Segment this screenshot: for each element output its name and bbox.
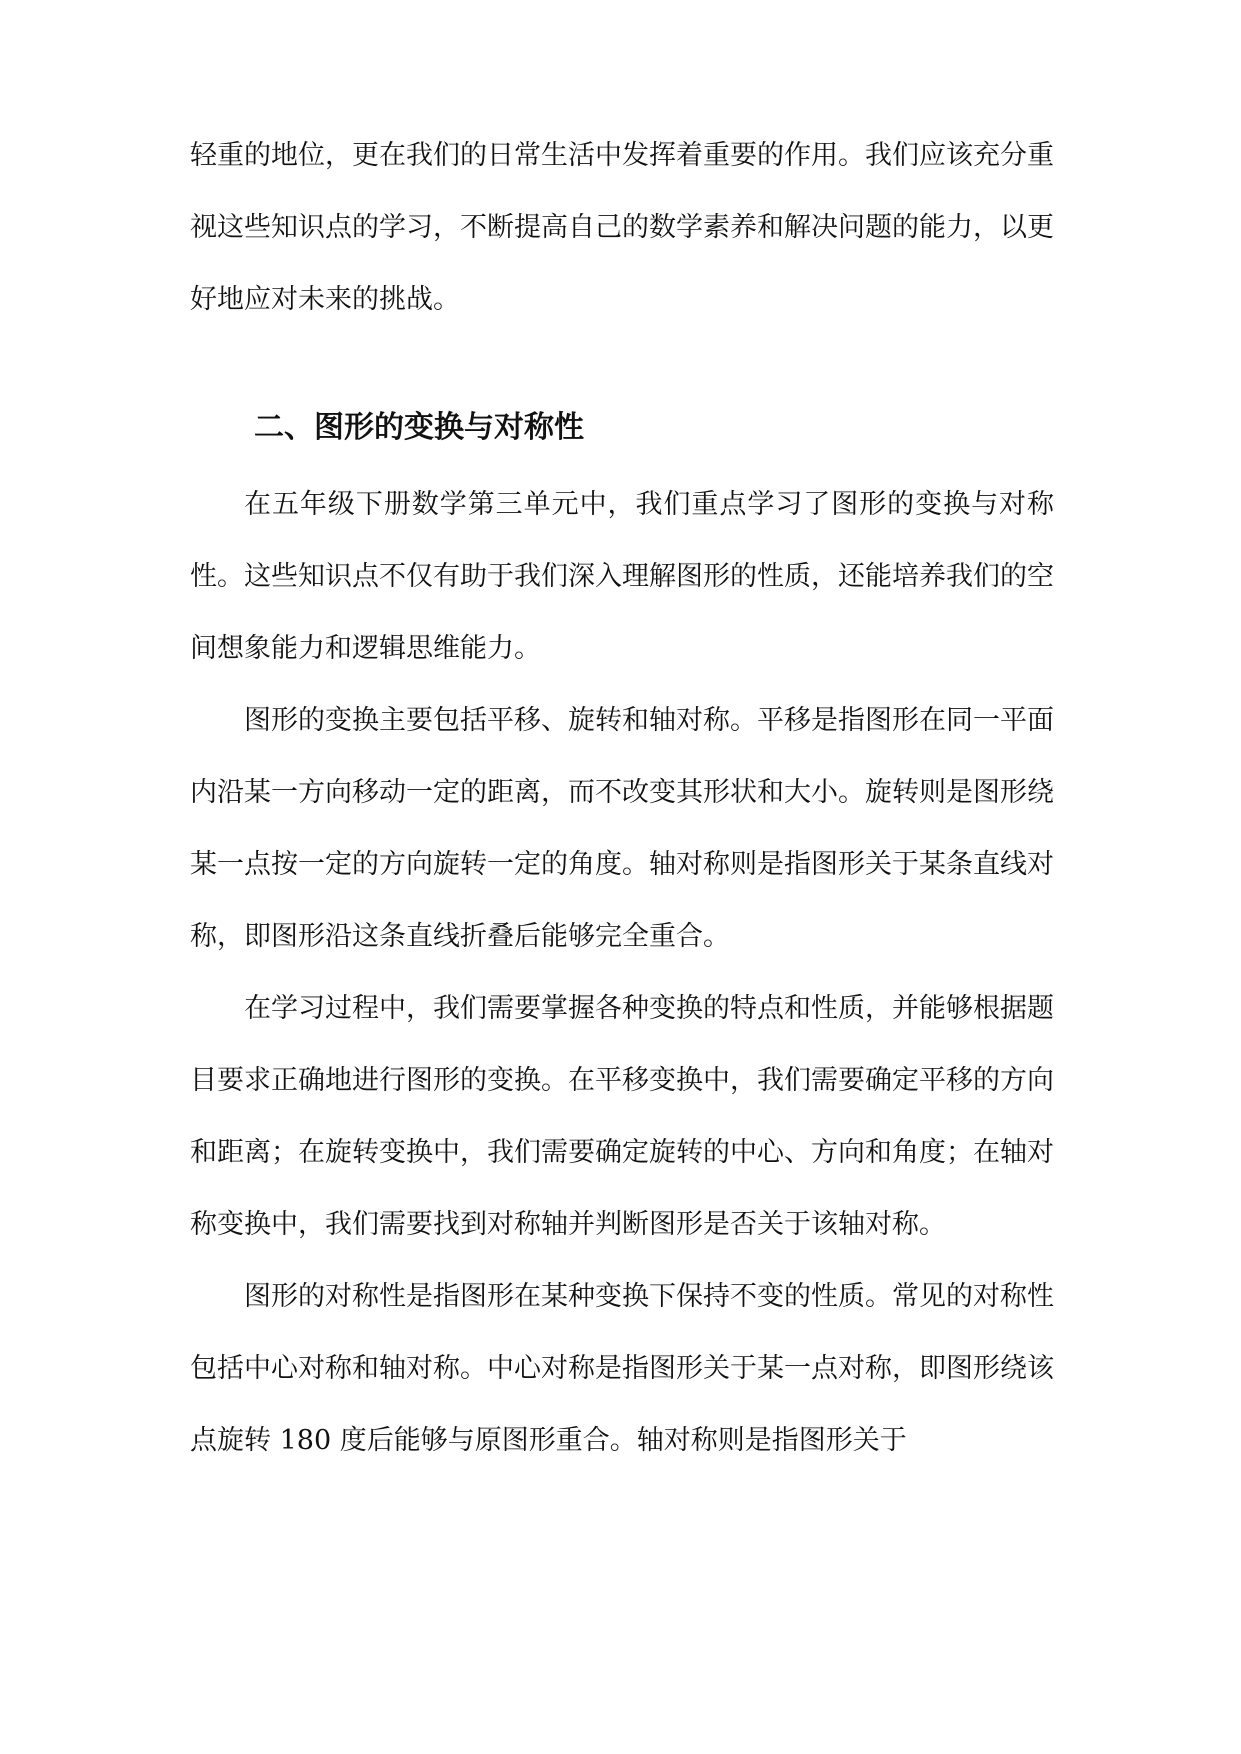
section-heading: 二、图形的变换与对称性 — [254, 410, 584, 445]
paragraph-2: 图形的变换主要包括平移、旋转和轴对称。平移是指图形在同一平面内沿某一方向移动一定的距离，而不改变其形状和大小。旋转则是图形绕某一点按一定的方向旋转一定的角度。轴对称则是指图形关于某条直线对称，即图形沿这条直线折叠后能够完全重合。 — [190, 705, 1054, 952]
continuation-block — [190, 120, 1054, 336]
paragraph-1: 在五年级下册数学第三单元中，我们重点学习了图形的变换与对称性。这些知识点不仅有助于我们深入理解图形的性质，还能培养我们的空间想象能力和逻辑思维能力。 — [190, 489, 1054, 664]
continuation-paragraph: 轻重的地位，更在我们的日常生活中发挥着重要的作用。我们应该充分重视这些知识点的学习，不断提高自己的数学素养和解决问题的能力，以更好地应对未来的挑战。 — [190, 140, 1054, 315]
paragraph-4: 图形的对称性是指图形在某种变换下保持不变的性质。常见的对称性包括中心对称和轴对称。中心对称是指图形关于某一点对称，即图形绕该点旋转 180 度后能够与原图形重合。轴对称则是指图形关于 — [190, 1281, 1054, 1456]
paragraph-3: 在学习过程中，我们需要掌握各种变换的特点和性质，并能够根据题目要求正确地进行图形的变换。在平移变换中，我们需要确定平移的方向和距离；在旋转变换中，我们需要确定旋转的中心、方向和角度；在轴对称变换中，我们需要找到对称轴并判断图形是否关于该轴对称。 — [190, 993, 1054, 1240]
body-text — [190, 469, 1054, 1477]
